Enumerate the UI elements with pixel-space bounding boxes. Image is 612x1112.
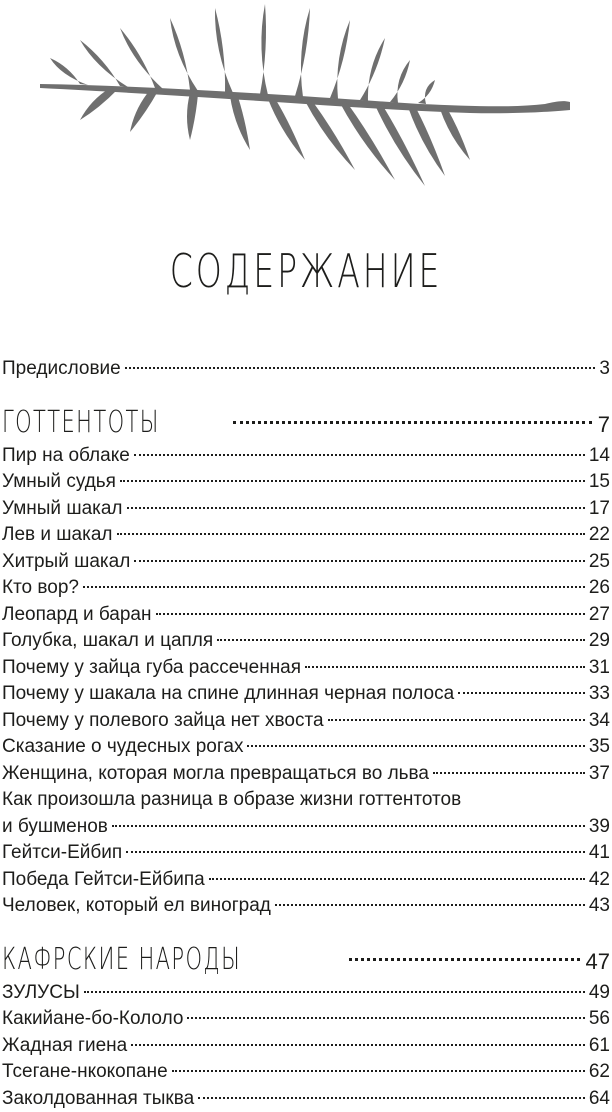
leader-dots [305, 665, 585, 668]
toc-entry-label: ЗУЛУСЫ [2, 980, 80, 1007]
toc-entry-page: 14 [589, 443, 610, 470]
toc-entry-page: 56 [589, 1006, 610, 1033]
leader-dots [112, 824, 585, 827]
toc-entry-page: 37 [589, 761, 610, 788]
toc-entry-label: Победа Гейтси-Ейбипа [2, 867, 205, 894]
lower-leaflet-4 [268, 99, 305, 160]
upper-leaflet-10 [418, 80, 435, 104]
upper-leaflet-0 [50, 58, 88, 85]
toc-entry[interactable] [2, 761, 610, 788]
leader-dots [233, 420, 592, 424]
toc-entry-label: Хитрый шакал [2, 549, 130, 576]
toc-entry-page: 15 [589, 469, 610, 496]
toc-entry-label: Кто вор? [2, 575, 79, 602]
section-heading-label: ГОТТЕНТОТЫ [2, 403, 160, 443]
leader-dots [217, 638, 585, 641]
toc-entry-page: 43 [589, 893, 610, 920]
upper-leaflet-7 [330, 20, 350, 99]
palm-leaf-icon [40, 0, 580, 190]
leader-dots [120, 479, 585, 482]
toc-entry-label: Лев и шакал [2, 522, 113, 549]
toc-entry-label: Какийане-бо-Кололо [2, 1006, 183, 1033]
toc-entry[interactable] [2, 602, 610, 629]
toc-entry-label: Как произошла разница в образе жизни готтентотов [2, 787, 610, 814]
lower-leaflet-2 [187, 93, 198, 140]
toc-entry-label: Женщина, которая могла превращаться во льва [2, 761, 429, 788]
upper-leaflet-1 [80, 40, 128, 87]
toc-entry[interactable] [2, 496, 610, 523]
table-of-contents [2, 356, 610, 1112]
toc-entry[interactable] [2, 708, 610, 735]
toc-entry-page: 41 [589, 840, 610, 867]
upper-leaflet-4 [215, 8, 233, 93]
leader-dots [172, 1069, 585, 1072]
toc-entry[interactable] [2, 628, 610, 655]
toc-entry[interactable] [2, 575, 610, 602]
section-heading[interactable] [2, 403, 610, 443]
toc-entry-page: 22 [589, 522, 610, 549]
toc-entry-page: 31 [589, 655, 610, 682]
leader-dots [134, 559, 585, 562]
toc-entry[interactable] [2, 1086, 610, 1112]
toc-entry-page: 64 [589, 1086, 610, 1112]
toc-entry[interactable] [2, 1033, 610, 1060]
section-heading-page: 7 [598, 405, 610, 445]
toc-entry[interactable] [2, 549, 610, 576]
lower-leaflet-0 [80, 88, 118, 120]
lower-leaflet-9 [440, 109, 470, 160]
leader-dots [433, 771, 585, 774]
toc-entry[interactable] [2, 840, 610, 867]
toc-entry-label: Леопард и баран [2, 602, 152, 629]
leader-dots [131, 1043, 585, 1046]
toc-entry[interactable] [2, 893, 610, 920]
leader-dots [125, 366, 596, 369]
toc-entry[interactable] [2, 655, 610, 682]
leaf-stem [40, 84, 570, 113]
toc-entry-preface[interactable] [2, 356, 610, 383]
leader-dots [83, 585, 585, 588]
toc-entry-label: Заколдованная тыква [2, 1086, 194, 1112]
toc-entry-label: Почему у зайца губа рассеченная [2, 655, 301, 682]
toc-entry-page: 3 [599, 356, 610, 383]
leader-dots [126, 850, 585, 853]
toc-entry[interactable] [2, 1006, 610, 1033]
toc-entry-label: Пир на облаке [2, 443, 130, 470]
toc-entry[interactable] [2, 522, 610, 549]
toc-entry-label: Предисловие [2, 356, 121, 383]
toc-entry-page: 61 [589, 1033, 610, 1060]
toc-entry-label: Почему у шакала на спине длинная черная полоса [2, 681, 454, 708]
upper-leaflet-6 [295, 8, 310, 97]
lower-leaflet-3 [230, 96, 250, 150]
toc-entry-page: 42 [589, 867, 610, 894]
toc-entry-label: Умный судья [2, 469, 116, 496]
section-heading-label: КАФРСКИЕ НАРОДЫ [2, 940, 241, 980]
leader-dots [209, 877, 585, 880]
toc-entry-label: Жадная гиена [2, 1033, 127, 1060]
leader-dots [275, 903, 585, 906]
toc-entry-label: Человек, который ел виноград [2, 893, 271, 920]
toc-entry[interactable] [2, 734, 610, 761]
lower-leaflet-1 [130, 90, 158, 132]
upper-leaflet-2 [120, 28, 163, 89]
leader-dots [349, 957, 579, 961]
toc-entry[interactable] [2, 443, 610, 470]
toc-entry-page: 62 [589, 1059, 610, 1086]
toc-entry[interactable] [2, 1059, 610, 1086]
toc-entry-label: Сказание о чудесных рогах [2, 734, 243, 761]
toc-entry-label: Умный шакал [2, 496, 123, 523]
leader-dots [84, 990, 585, 993]
toc-entry-page: 39 [589, 814, 610, 841]
toc-entry-label: Тсегане-нкокопане [2, 1059, 168, 1086]
toc-entry-page: 27 [589, 602, 610, 629]
toc-entry[interactable] [2, 469, 610, 496]
toc-entry[interactable] [2, 787, 610, 840]
leader-dots [198, 1096, 585, 1099]
section-heading-page: 47 [586, 942, 610, 982]
leader-dots [156, 612, 585, 615]
upper-leaflet-5 [260, 4, 268, 95]
leader-dots [458, 691, 585, 694]
toc-entry-page: 25 [589, 549, 610, 576]
leader-dots [117, 532, 585, 535]
leader-dots [127, 506, 585, 509]
leader-dots [247, 744, 584, 747]
upper-leaflet-8 [360, 38, 385, 101]
leader-dots [134, 453, 585, 456]
toc-entry-page: 17 [589, 496, 610, 523]
leader-dots [328, 718, 585, 721]
page-title: СОДЕРЖАНИЕ [86, 244, 527, 298]
toc-entry-label: Почему у полевого зайца нет хвоста [2, 708, 324, 735]
toc-entry-label: Голубка, шакал и цапля [2, 628, 213, 655]
upper-leaflet-3 [170, 18, 198, 91]
toc-entry-page: 26 [589, 575, 610, 602]
toc-entry-page: 49 [589, 980, 610, 1007]
toc-entry-page: 33 [589, 681, 610, 708]
toc-entry[interactable] [2, 867, 610, 894]
toc-entry-label-continued: и бушменов [2, 814, 108, 841]
upper-leaflet-9 [390, 60, 410, 103]
section-heading[interactable] [2, 940, 610, 980]
leader-dots [187, 1016, 584, 1019]
toc-entry[interactable] [2, 681, 610, 708]
toc-entry-page: 29 [589, 628, 610, 655]
toc-entry[interactable] [2, 980, 610, 1007]
toc-entry-label: Гейтси-Ейбип [2, 840, 122, 867]
toc-entry-page: 34 [589, 708, 610, 735]
toc-entry-page: 35 [589, 734, 610, 761]
